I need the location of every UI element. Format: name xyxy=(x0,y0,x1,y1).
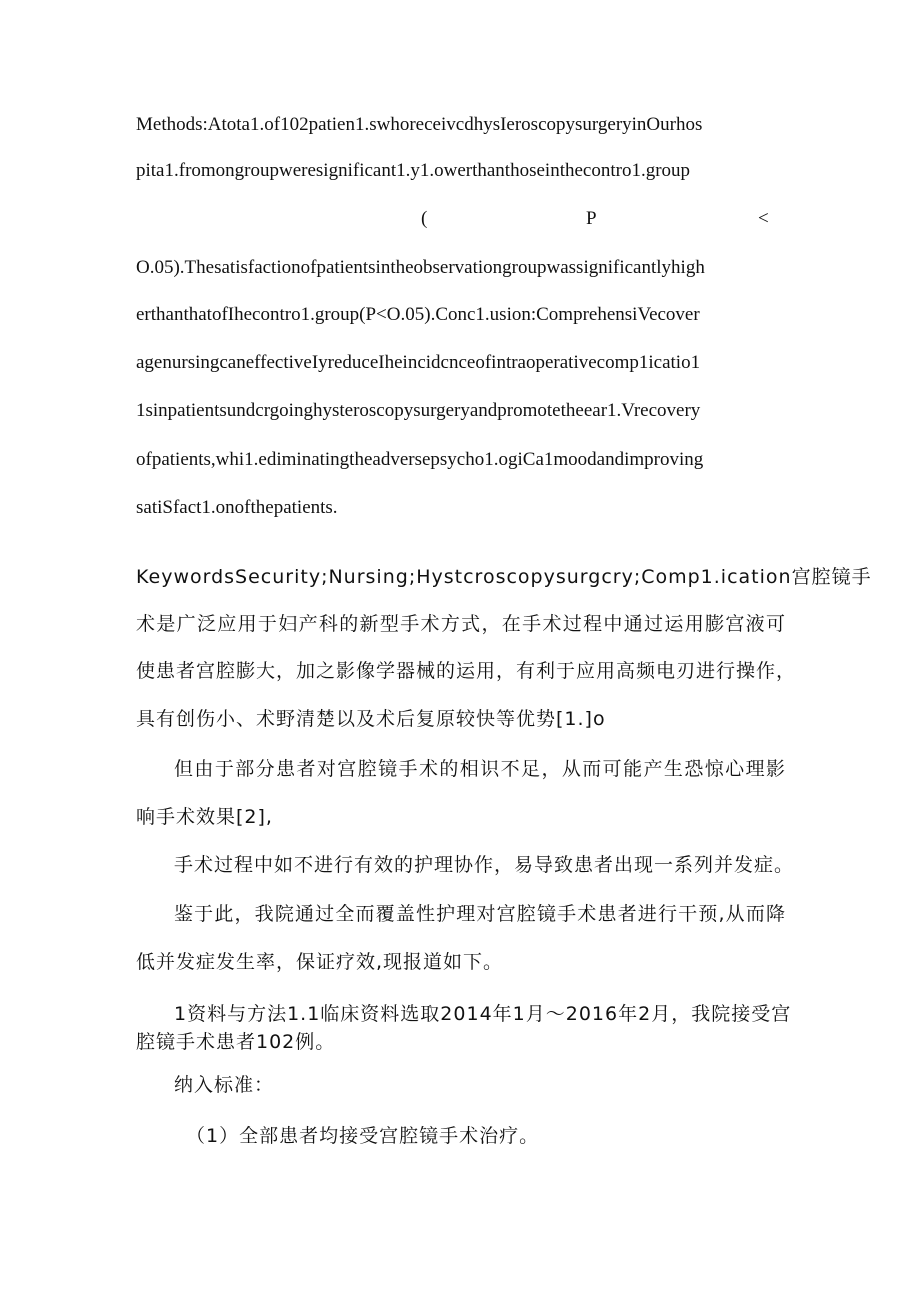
paragraph-5-line-1: 1资料与方法1.1临床资料选取2014年1月～2016年2月，我院接受宫 xyxy=(174,1003,792,1025)
abstract-line-7: 1sinpatientsundcrgoinghysteroscopysurgeryandpromotetheear1.Vrecovery xyxy=(136,400,701,421)
abstract-line-5: erthanthatofIhecontro1.group(P<O.05).Conc1.usion:ComprehensiVecover xyxy=(136,304,700,325)
keywords-line: KeywordsSecurity;Nursing;Hystcroscopysurgcry;Comp1.ication宫腔镜手 xyxy=(136,566,872,588)
paragraph-4-line-1: 鉴于此，我院通过全而覆盖性护理对宫腔镜手术患者进行干预,从而降 xyxy=(174,903,786,925)
abstract-line-9: satiSfact1.onofthepatients. xyxy=(136,497,338,518)
abstract-paren: ( xyxy=(421,208,428,229)
paragraph-2-line-1: 但由于部分患者对宫腔镜手术的相识不足，从而可能产生恐惊心理影 xyxy=(174,758,786,780)
abstract-line-8: ofpatients,whi1.ediminatingtheadversepsycho1.ogiCa1moodandimproving xyxy=(136,449,704,470)
paragraph-3: 手术过程中如不进行有效的护理协作，易导致患者出现一系列并发症。 xyxy=(174,854,795,876)
inclusion-criteria-heading: 纳入标准： xyxy=(174,1074,275,1096)
paragraph-4-line-2: 低并发症发生率，保证疗效,现报道如下。 xyxy=(136,951,504,973)
paragraph-2-line-2: 响手术效果[2], xyxy=(136,806,273,828)
abstract-p-symbol: P xyxy=(586,208,597,229)
paragraph-5-line-2: 腔镜手术患者102例。 xyxy=(136,1031,336,1053)
body-line-4: 具有创伤小、术野清楚以及术后复原较快等优势[1.]o xyxy=(136,708,606,730)
abstract-line-1: Methods:Atota1.of102patien1.swhoreceivcdhysIeroscopysurgeryinOurhos xyxy=(136,114,703,135)
body-line-3: 使患者宫腔膨大，加之影像学器械的运用，有利于应用高频电刃进行操作， xyxy=(136,660,797,682)
inclusion-criteria-1: （1）全部患者均接受宫腔镜手术治疗。 xyxy=(186,1125,540,1147)
abstract-line-6: agenursingcaneffectiveIyreduceIheincidcnceofintraoperativecomp1icatio1 xyxy=(136,352,701,373)
abstract-lt-symbol: < xyxy=(758,208,769,229)
abstract-line-4: O.05).Thesatisfactionofpatientsintheobservationgroupwassignificantlyhigh xyxy=(136,257,705,278)
body-line-2: 术是广泛应用于妇产科的新型手术方式，在手术过程中通过运用膨宫液可 xyxy=(136,613,786,635)
abstract-line-2: pita1.fromongroupweresignificant1.y1.owerthanthoseinthecontro1.group xyxy=(136,160,691,181)
